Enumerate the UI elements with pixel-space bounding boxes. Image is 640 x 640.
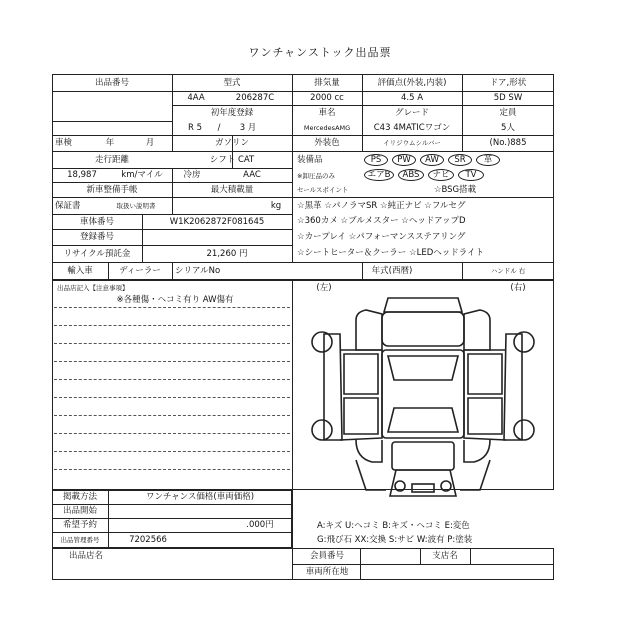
listing-method-value: ワンチャンス価格(車両価格): [145, 492, 255, 503]
door-value: 5D SW: [493, 92, 523, 103]
vin-value: W1K2062872F081645: [169, 216, 265, 227]
equip-sr: SR: [448, 154, 472, 166]
displacement-label: 排気量: [314, 77, 340, 88]
warranty-label: 保証書: [55, 200, 81, 211]
inspection-label: 車検: [55, 138, 73, 149]
branch-name-label: 支店名: [432, 551, 458, 562]
sales-point-line-1: ☆黒革 ☆パノラマSR ☆純正ナビ ☆フルセグ: [297, 201, 466, 212]
store-name-label: 出品店名: [68, 550, 103, 561]
sales-point-label: セールスポイント: [297, 185, 349, 194]
rating-label: 評価点(外装,内装): [377, 77, 447, 88]
bsg-note: ☆BSG搭載: [433, 184, 477, 195]
equip-leather: 革: [476, 154, 500, 166]
grade-value: C43 4MATICワゴン: [373, 122, 451, 133]
listing-id-value: 7202566: [129, 534, 167, 545]
mileage-unit: km/マイル: [121, 170, 163, 181]
registration-number-label: 登録番号: [79, 232, 114, 243]
inspection-year: 年: [105, 138, 115, 149]
exterior-color-value: イリジウムシルバー: [383, 139, 441, 148]
mileage-label: 走行距離: [94, 154, 129, 165]
first-registration-label: 初年度登録: [210, 107, 254, 118]
sales-point-line-4: ☆シートヒーター＆クーラー ☆LEDヘッドライト: [297, 248, 485, 259]
capacity-label: 定員: [499, 107, 517, 118]
car-name-label: 車名: [318, 107, 336, 118]
aircon-value: AAC: [243, 170, 261, 181]
reserve-price-value: .000円: [246, 520, 274, 531]
equip-tv: TV: [458, 169, 484, 181]
equip-navi: ナビ: [428, 169, 454, 181]
model-code: 4AA: [187, 92, 205, 103]
steering-side: ハンドル 右: [490, 266, 526, 275]
equipment-label: 装備品: [297, 154, 323, 165]
reserve-price-label: 希望予約: [62, 520, 97, 531]
equip-aw: AW: [420, 154, 444, 166]
vehicle-location-label: 車両所在地: [305, 567, 349, 578]
vin-label: 車体番号: [79, 216, 114, 227]
equip-pw: PW: [392, 154, 416, 166]
fuel-value: ガソリン: [214, 138, 249, 149]
notes-header: 出品店記入【注意事項】: [57, 283, 129, 292]
exterior-color-label: 外装色: [314, 138, 340, 149]
capacity-value: 5人: [501, 122, 515, 133]
first-registration-separator: /: [217, 122, 221, 133]
mileage-value: 18,987: [67, 170, 97, 181]
displacement-value: 2000 cc: [310, 92, 344, 103]
member-number-label: 会員番号: [309, 551, 344, 562]
listing-method-label: 掲載方法: [62, 492, 97, 503]
grade-label: グレード: [394, 107, 429, 118]
damage-legend-line-2: G:飛び石 XX:交換 S:サビ W:波有 P:塗装: [317, 534, 473, 545]
sales-point-line-3: ☆カープレイ ☆パフォーマンスステアリング: [297, 232, 466, 243]
car-damage-diagram: [296, 290, 550, 516]
door-label: ドア,形状: [489, 77, 527, 88]
listing-id-label: 出品管理番号: [60, 535, 100, 544]
equipment-note: ※卸圧品のみ: [297, 171, 335, 180]
equip-ps: PS: [364, 154, 388, 166]
import-car-label: 輸入車: [67, 265, 93, 276]
page-title: ワンチャンストック出品票: [248, 46, 392, 59]
dealer-value: ディーラー: [119, 265, 161, 276]
diagram-left-label: (左): [316, 282, 332, 293]
damage-legend-line-1: A:キズ U:ヘコミ B:キズ・ヘコミ E:変色: [317, 520, 470, 531]
max-load-unit: kg: [270, 200, 282, 211]
model-label: 型式: [223, 77, 241, 88]
sales-point-line-2: ☆360カメ ☆ブルメスター ☆ヘッドアップD: [297, 216, 466, 227]
diagram-right-label: (右): [510, 282, 526, 293]
color-number: (No.)885: [489, 138, 527, 149]
car-name-value: MercedesAMG: [303, 123, 351, 132]
listing-number-label: 出品番号: [94, 77, 129, 88]
recycle-deposit-label: リサイクル預託金: [63, 248, 131, 259]
inspection-month: 月: [145, 138, 155, 149]
shift-value: シフト CAT: [209, 154, 255, 165]
model-number: 206287C: [235, 92, 275, 103]
first-registration-month: 3 月: [239, 122, 257, 133]
max-load-label: 最大積載量: [210, 184, 254, 195]
notes-line-1: ※各種傷・ヘコミ有り AW傷有: [116, 294, 234, 305]
recycle-deposit-value: 21,260 円: [206, 248, 248, 259]
rating-value: 4.5 A: [400, 92, 424, 103]
equip-airbag: エアB: [364, 169, 394, 181]
aircon-label: 冷房: [183, 170, 201, 181]
new-car-maintenance-label: 新車整備手帳: [86, 184, 138, 195]
equip-abs: ABS: [398, 169, 424, 181]
listing-start-label: 出品開始: [62, 506, 97, 517]
first-registration-era: R 5: [187, 122, 203, 133]
manual-label: 取扱い説明書: [116, 201, 156, 210]
model-year-label: 年式(西暦): [371, 265, 413, 276]
serial-number-label: シリアルNo: [175, 265, 221, 276]
